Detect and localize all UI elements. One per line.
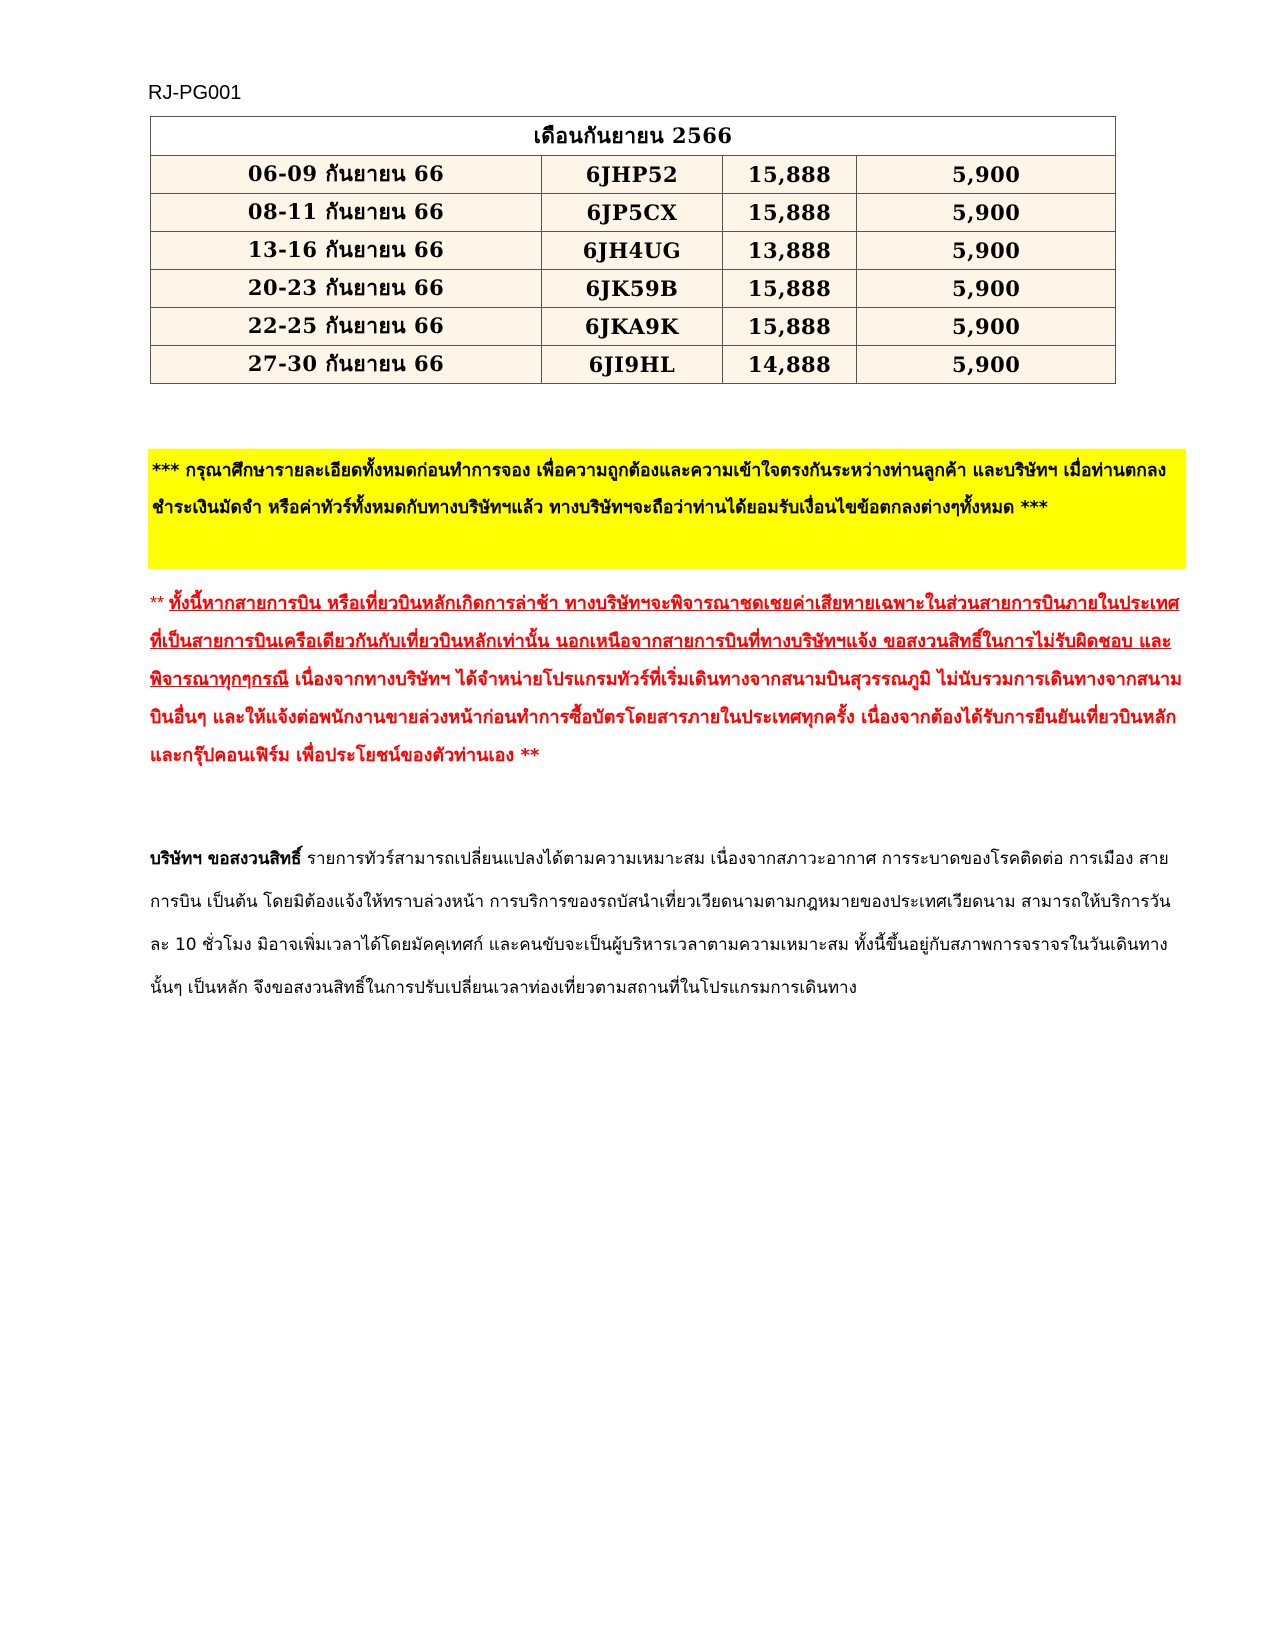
tour-code: 6JHP52 <box>542 156 723 194</box>
tour-price: 15,888 <box>722 308 857 346</box>
notice-underlined-text: ทั้งนี้หากสายการบิน หรือเที่ยวบินหลักเกิดการล่าช้า ทางบริษัทฯจะพิจารณาชดเชยค่าเสียหายเฉพาะในส่วนสายการบินภายในประเทศที่เป็นสายการบินเครือเดียวกันกับเที่ยวบินหลักเท่านั้น นอกเหนือจากสายการบินที่ทางบริษัทฯแจ้ง ขอสงวนสิทธิ์ในการไม่รับผิดชอบ และพิจารณาทุกๆกรณี <box>150 593 1180 690</box>
table-row <box>151 232 1116 270</box>
flight-delay-notice <box>150 584 1190 775</box>
rights-heading: บริษัทฯ ขอสงวนสิทธิ์ <box>150 849 302 869</box>
departure-dates: 08-11 กันยายน 66 <box>151 194 542 232</box>
extra-charge: 5,900 <box>857 156 1116 194</box>
extra-charge: 5,900 <box>857 270 1116 308</box>
notice-lead-marker: ** <box>150 593 170 613</box>
tour-code: 6JKA9K <box>542 308 723 346</box>
tour-price: 15,888 <box>722 270 857 308</box>
tour-price: 15,888 <box>722 156 857 194</box>
tour-code: 6JI9HL <box>542 346 723 384</box>
table-row <box>151 308 1116 346</box>
extra-charge: 5,900 <box>857 232 1116 270</box>
tour-code: 6JP5CX <box>542 194 723 232</box>
table-row <box>151 270 1116 308</box>
extra-charge: 5,900 <box>857 194 1116 232</box>
reservation-of-rights <box>150 838 1190 1010</box>
extra-charge: 5,900 <box>857 308 1116 346</box>
table-row <box>151 156 1116 194</box>
extra-charge: 5,900 <box>857 346 1116 384</box>
table-row <box>151 346 1116 384</box>
departure-dates: 13-16 กันยายน 66 <box>151 232 542 270</box>
departure-dates: 27-30 กันยายน 66 <box>151 346 542 384</box>
table-row <box>151 194 1116 232</box>
document-code: RJ-PG001 <box>148 82 242 104</box>
notice-rest-text: เนื่องจากทางบริษัทฯ ได้จำหน่ายโปรแกรมทัวร์ที่เริ่มเดินทางจากสนามบินสุวรรณภูมิ ไม่นับรวมการเดินทางจากสนามบินอื่นๆ และให้แจ้งต่อพนักงานขายล่วงหน้าก่อนทำการซื้อบัตรโดยสารภายในประเทศทุกครั้ง เนื่องจากต้องได้รับการยืนยันเที่ยวบินหลัก และกรุ๊ปคอนเฟิร์ม เพื่อประโยชน์ของตัวท่านเอง ** <box>150 669 1183 766</box>
departure-schedule-table <box>150 116 1116 384</box>
tour-price: 13,888 <box>722 232 857 270</box>
month-header: เดือนกันยายน 2566 <box>151 117 1116 156</box>
rights-body: รายการทัวร์สามารถเปลี่ยนแปลงได้ตามความเหมาะสม เนื่องจากสภาวะอากาศ การระบาดของโรคติดต่อ การเมือง สายการบิน เป็นต้น โดยมิต้องแจ้งให้ทราบล่วงหน้า การบริการของรถบัสนำเที่ยวเวียดนามตามกฎหมายของประเทศเวียดนาม สามารถให้บริการวันละ 10 ชั่วโมง มิอาจเพิ่มเวลาได้โดยมัคคุเทศก์ และคนขับจะเป็นผู้บริหารเวลาตามความเหมาะสม ทั้งนี้ขึ้นอยู่กับสภาพการจราจรในวันเดินทางนั้นๆ เป็นหลัก จึงขอสงวนสิทธิ์ในการปรับเปลี่ยนเวลาท่องเที่ยวตามสถานที่ในโปรแกรมการเดินทาง <box>150 849 1171 998</box>
departure-dates: 06-09 กันยายน 66 <box>151 156 542 194</box>
departure-dates: 20-23 กันยายน 66 <box>151 270 542 308</box>
departure-dates: 22-25 กันยายน 66 <box>151 308 542 346</box>
tour-price: 14,888 <box>722 346 857 384</box>
booking-terms-notice: *** กรุณาศึกษารายละเอียดทั้งหมดก่อนทำการจอง เพื่อความถูกต้องและความเข้าใจตรงกันระหว่างท่านลูกค้า และบริษัทฯ เมื่อท่านตกลงชำระเงินมัดจำ หรือค่าทัวร์ทั้งหมดกับทางบริษัทฯแล้ว ทางบริษัทฯจะถือว่าท่านได้ยอมรับเงื่อนไขข้อตกลงต่างๆทั้งหมด *** <box>148 449 1186 569</box>
tour-code: 6JK59B <box>542 270 723 308</box>
tour-price: 15,888 <box>722 194 857 232</box>
tour-code: 6JH4UG <box>542 232 723 270</box>
